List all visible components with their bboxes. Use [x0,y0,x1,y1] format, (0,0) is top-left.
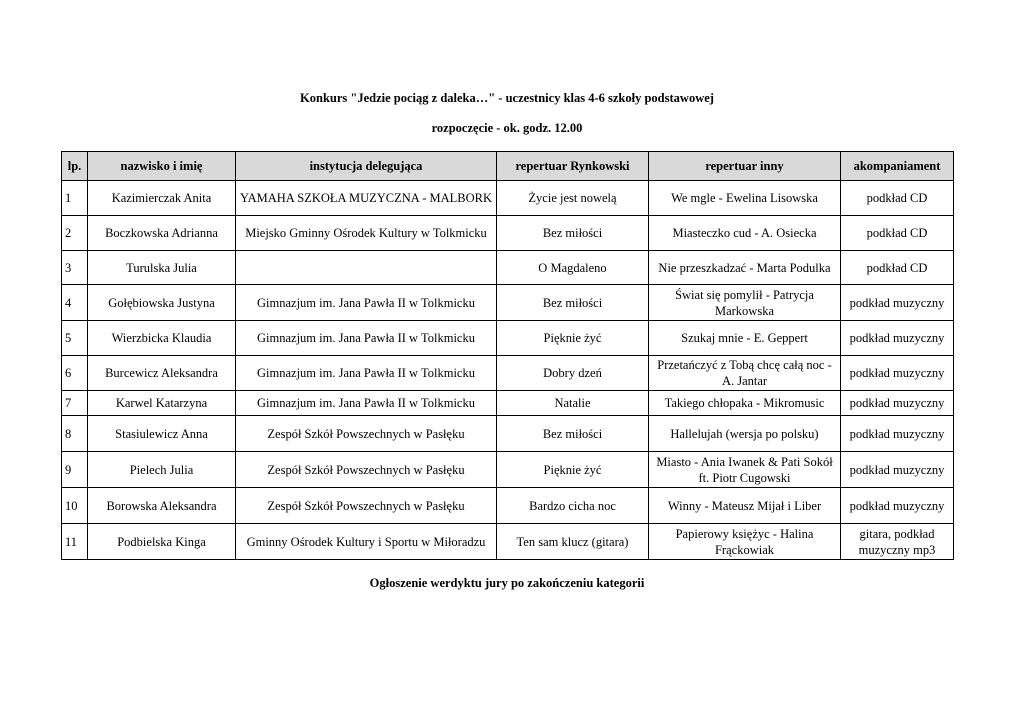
cell-name: Podbielska Kinga [88,524,236,560]
cell-name: Karwel Katarzyna [88,391,236,416]
cell-name: Kazimierczak Anita [88,181,236,216]
cell-repertoire-rynkowski: Bez miłości [497,416,649,452]
cell-accompaniment: podkład muzyczny [841,356,954,391]
start-time: rozpoczęcie - ok. godz. 12.00 [431,121,583,135]
cell-repertoire-rynkowski: O Magdaleno [497,251,649,285]
cell-repertoire-other: Świat się pomylił - Patrycja Markowska [649,285,841,321]
header-accompaniment: akompaniament [841,152,954,181]
cell-institution [236,251,497,285]
cell-lp: 11 [62,524,88,560]
cell-repertoire-rynkowski: Bez miłości [497,216,649,251]
cell-repertoire-other: Nie przeszkadzać - Marta Podulka [649,251,841,285]
cell-name: Pielech Julia [88,452,236,488]
table-row [62,285,954,321]
document-title: Konkurs "Jedzie pociąg z daleka…" - uczestnicy klas 4-6 szkoły podstawowej [300,91,714,105]
cell-repertoire-other: We mgle - Ewelina Lisowska [649,181,841,216]
cell-name: Wierzbicka Klaudia [88,321,236,356]
cell-name: Borowska Aleksandra [88,488,236,524]
cell-accompaniment: podkład CD [841,181,954,216]
cell-accompaniment: podkład muzyczny [841,488,954,524]
cell-institution: Zespół Szkół Powszechnych w Pasłęku [236,488,497,524]
cell-repertoire-rynkowski: Natalie [497,391,649,416]
table-row [62,416,954,452]
cell-name: Burcewicz Aleksandra [88,356,236,391]
cell-name: Turulska Julia [88,251,236,285]
cell-lp: 3 [62,251,88,285]
header-institution: instytucja delegująca [236,152,497,181]
table-row [62,251,954,285]
cell-repertoire-rynkowski: Bardzo cicha noc [497,488,649,524]
table-row [62,321,954,356]
cell-repertoire-rynkowski: Ten sam klucz (gitara) [497,524,649,560]
table-row [62,488,954,524]
cell-accompaniment: podkład muzyczny [841,285,954,321]
cell-lp: 7 [62,391,88,416]
table-row [62,356,954,391]
cell-repertoire-other: Papierowy księżyc - Halina Frąckowiak [649,524,841,560]
cell-accompaniment: podkład CD [841,216,954,251]
cell-accompaniment: gitara, podkład muzyczny mp3 [841,524,954,560]
table-row [62,181,954,216]
cell-lp: 9 [62,452,88,488]
cell-lp: 1 [62,181,88,216]
cell-institution: Gminny Ośrodek Kultury i Sportu w Miłoradzu [236,524,497,560]
cell-lp: 5 [62,321,88,356]
table-row [62,391,954,416]
table-row [62,524,954,560]
table-header-row [62,152,954,181]
cell-institution: Zespół Szkół Powszechnych w Pasłęku [236,452,497,488]
cell-name: Stasiulewicz Anna [88,416,236,452]
header-repertoire-rynkowski: repertuar Rynkowski [497,152,649,181]
cell-repertoire-other: Szukaj mnie - E. Geppert [649,321,841,356]
header-name: nazwisko i imię [88,152,236,181]
cell-institution: Gimnazjum im. Jana Pawła II w Tolkmicku [236,391,497,416]
cell-lp: 4 [62,285,88,321]
cell-repertoire-other: Winny - Mateusz Mijał i Liber [649,488,841,524]
cell-institution: Gimnazjum im. Jana Pawła II w Tolkmicku [236,356,497,391]
cell-repertoire-rynkowski: Pięknie żyć [497,321,649,356]
cell-repertoire-other: Miasto - Ania Iwanek & Pati Sokół ft. Piotr Cugowski [649,452,841,488]
cell-institution: YAMAHA SZKOŁA MUZYCZNA - MALBORK [236,181,497,216]
cell-repertoire-rynkowski: Bez miłości [497,285,649,321]
cell-repertoire-other: Miasteczko cud - A. Osiecka [649,216,841,251]
participants-table [61,151,954,560]
header-lp: lp. [62,152,88,181]
header-repertoire-other: repertuar inny [649,152,841,181]
cell-lp: 10 [62,488,88,524]
cell-lp: 2 [62,216,88,251]
cell-lp: 6 [62,356,88,391]
verdict-announcement: Ogłoszenie werdyktu jury po zakończeniu kategorii [369,576,645,590]
table-row [62,452,954,488]
cell-accompaniment: podkład muzyczny [841,416,954,452]
cell-institution: Gimnazjum im. Jana Pawła II w Tolkmicku [236,321,497,356]
cell-repertoire-rynkowski: Dobry dzeń [497,356,649,391]
table-row [62,216,954,251]
cell-repertoire-other: Przetańczyć z Tobą chcę całą noc - A. Jantar [649,356,841,391]
cell-accompaniment: podkład CD [841,251,954,285]
cell-accompaniment: podkład muzyczny [841,452,954,488]
cell-name: Gołębiowska Justyna [88,285,236,321]
cell-institution: Gimnazjum im. Jana Pawła II w Tolkmicku [236,285,497,321]
cell-name: Boczkowska Adrianna [88,216,236,251]
cell-accompaniment: podkład muzyczny [841,391,954,416]
cell-lp: 8 [62,416,88,452]
cell-institution: Miejsko Gminny Ośrodek Kultury w Tolkmicku [236,216,497,251]
cell-institution: Zespół Szkół Powszechnych w Pasłęku [236,416,497,452]
cell-repertoire-rynkowski: Pięknie żyć [497,452,649,488]
cell-repertoire-rynkowski: Życie jest nowelą [497,181,649,216]
cell-accompaniment: podkład muzyczny [841,321,954,356]
cell-repertoire-other: Takiego chłopaka - Mikromusic [649,391,841,416]
cell-repertoire-other: Hallelujah (wersja po polsku) [649,416,841,452]
